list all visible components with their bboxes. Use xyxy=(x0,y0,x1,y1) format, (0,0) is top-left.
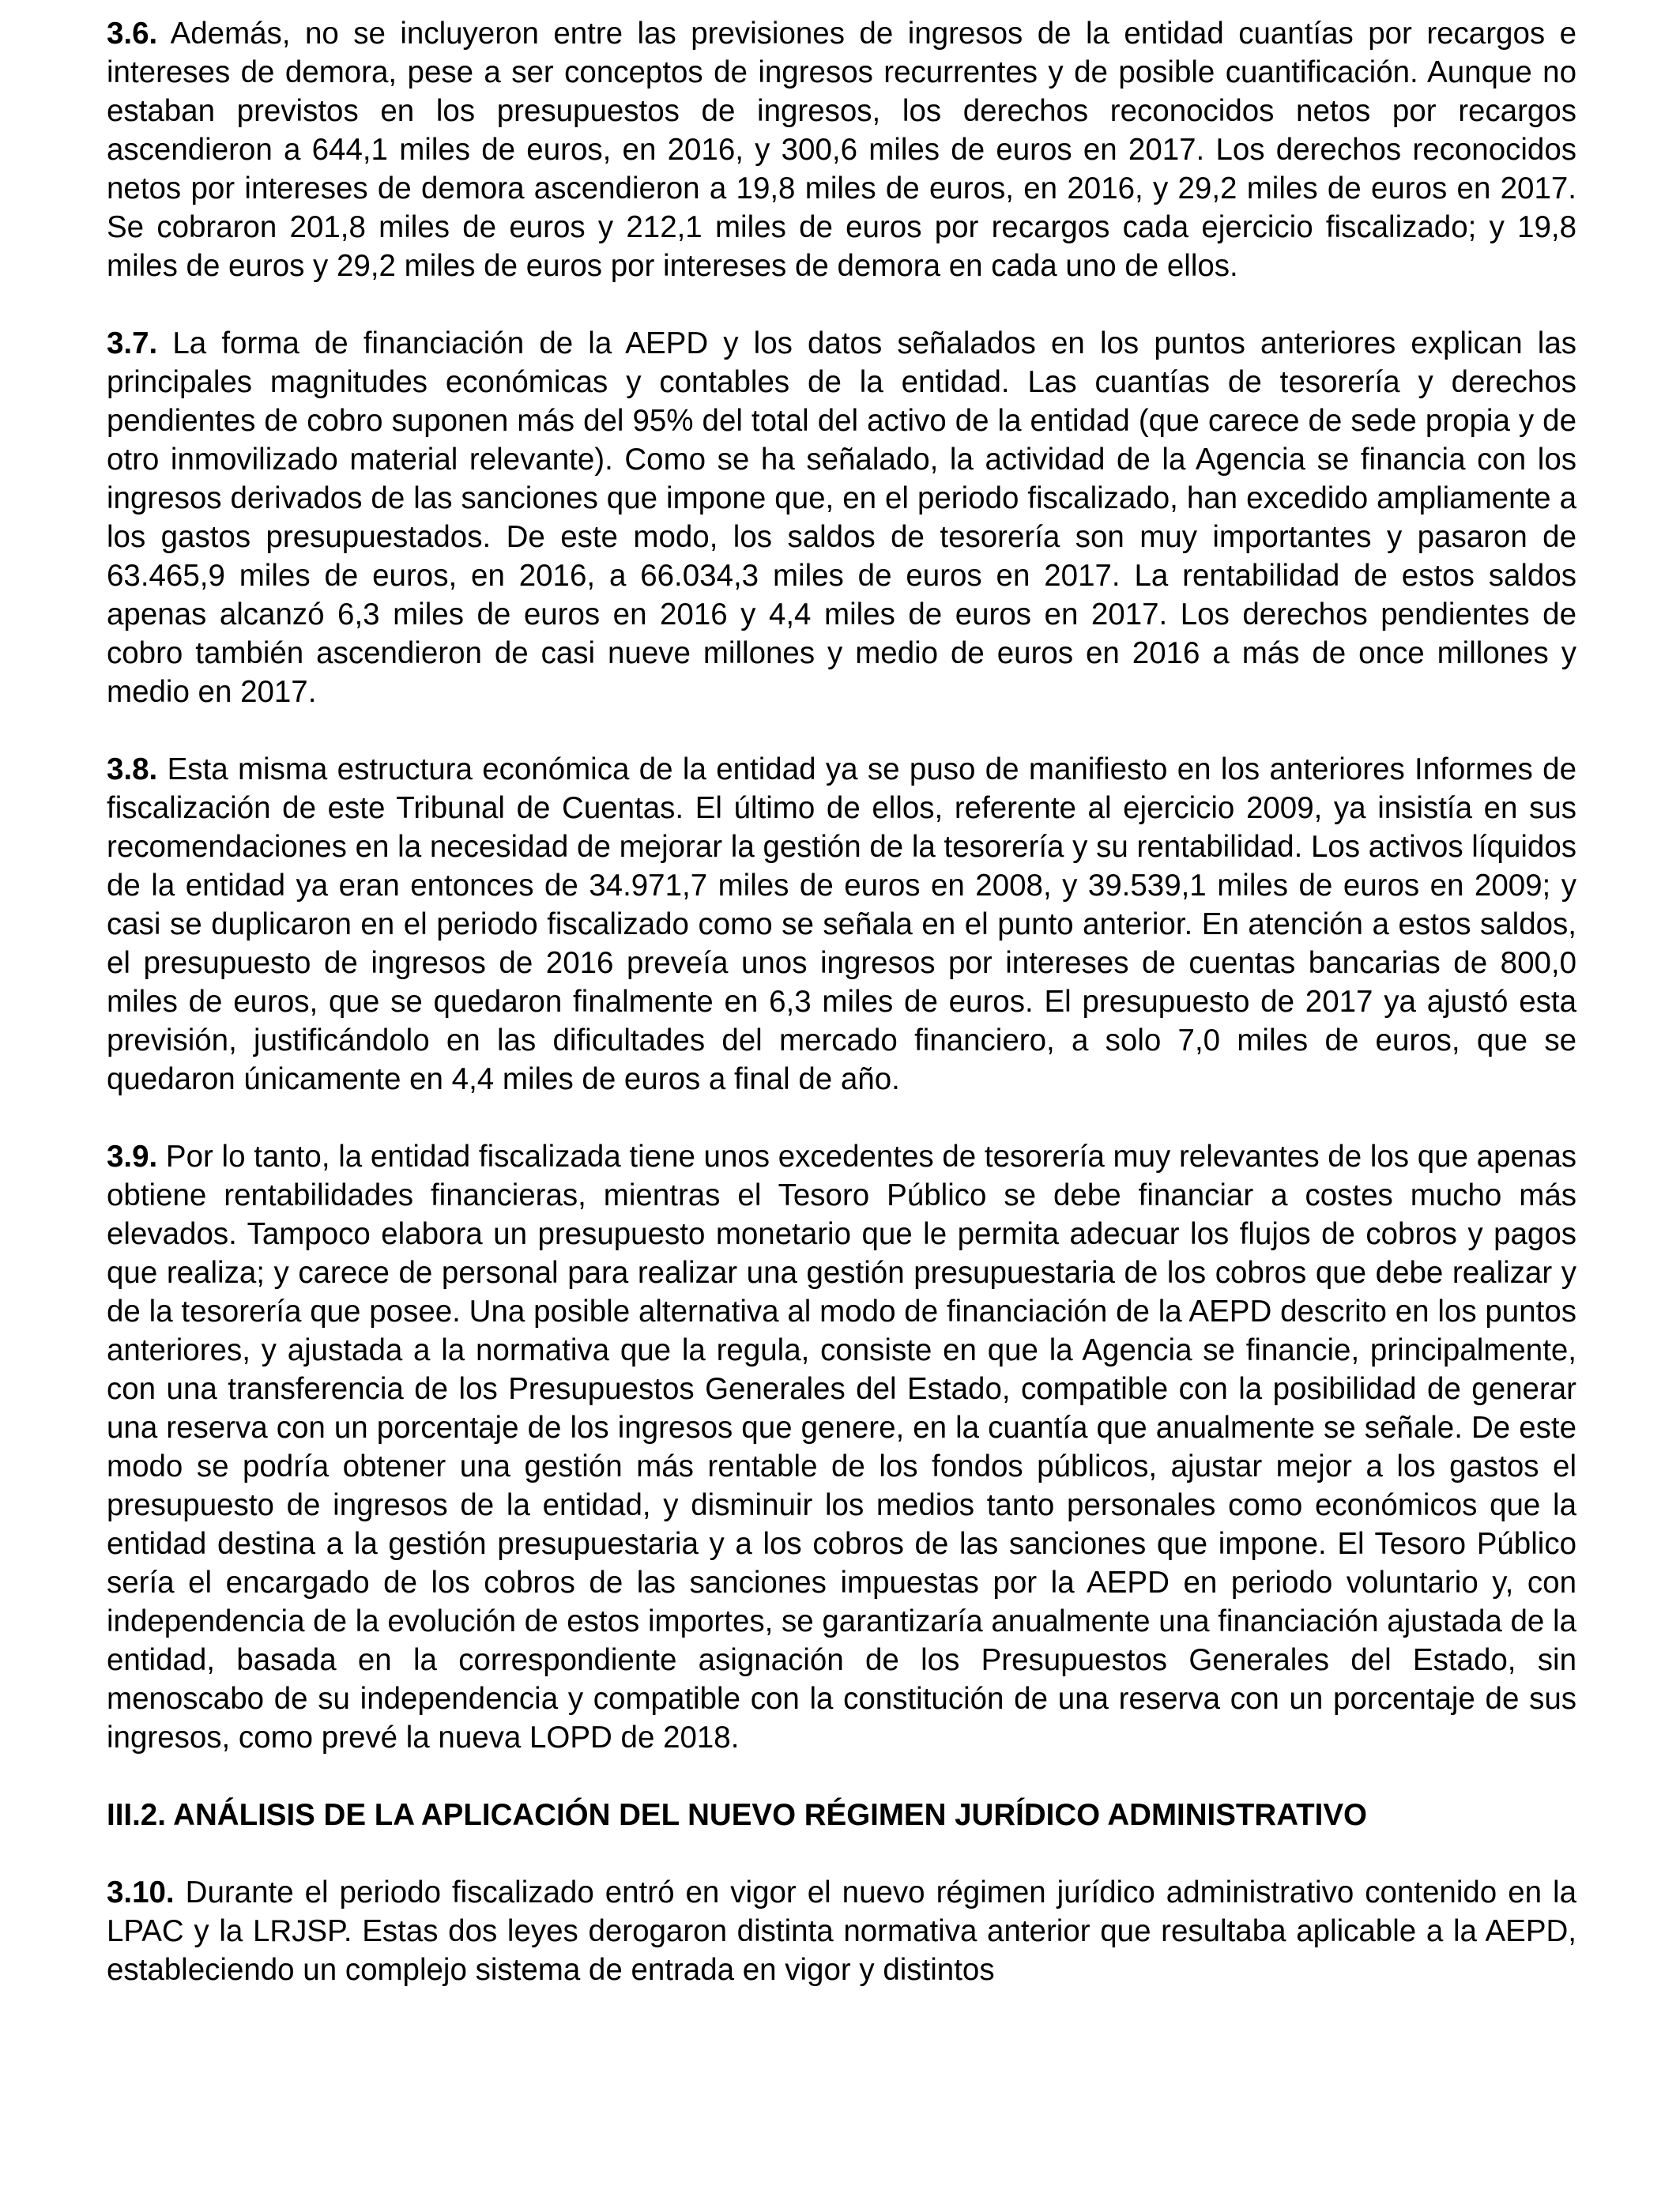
paragraph-3-6 xyxy=(107,14,1576,285)
paragraph-text: Durante el periodo fiscalizado entró en vigor el nuevo régimen jurídico administrativo contenido en la LPAC y la LRJSP. Estas dos leyes derogaron distinta normativa anterior que resultaba aplicable a la AEPD, estableciendo un complejo sistema de entrada en vigor y distintos xyxy=(107,1875,1576,1987)
paragraph-number: 3.9. xyxy=(107,1140,158,1174)
paragraph-number: 3.10. xyxy=(107,1875,175,1909)
paragraph-number: 3.7. xyxy=(107,326,158,360)
paragraph-number: 3.8. xyxy=(107,752,158,786)
document-page xyxy=(107,14,1576,2028)
section-heading: III.2. ANÁLISIS DE LA APLICACIÓN DEL NUEVO RÉGIMEN JURÍDICO ADMINISTRATIVO xyxy=(107,1798,1368,1832)
paragraph-3-9 xyxy=(107,1137,1576,1757)
paragraph-3-7 xyxy=(107,324,1576,711)
paragraph-3-10 xyxy=(107,1873,1576,1989)
paragraph-text: Además, no se incluyeron entre las previsiones de ingresos de la entidad cuantías por recargos e intereses de demora, pese a ser conceptos de ingresos recurrentes y de posible cuantificación. Aunque no estaban previstos en los presupuestos de ingresos, los derechos reconocidos netos por recargos ascendieron a 644,1 miles de euros, en 2016, y 300,6 miles de euros en 2017. Los derechos reconocidos netos por intereses de demora ascendieron a 19,8 miles de euros, en 2016, y 29,2 miles de euros en 2017. Se cobraron 201,8 miles de euros y 212,1 miles de euros por recargos cada ejercicio fiscalizado; y 19,8 miles de euros y 29,2 miles de euros por intereses de demora en cada uno de ellos. xyxy=(107,17,1576,283)
paragraph-3-8 xyxy=(107,750,1576,1099)
paragraph-text: Esta misma estructura económica de la entidad ya se puso de manifiesto en los anteriores Informes de fiscalización de este Tribunal de Cuentas. El último de ellos, referente al ejercicio 2009, ya insistía en sus recomendaciones en la necesidad de mejorar la gestión de la tesorería y su rentabilidad. Los activos líquidos de la entidad ya eran entonces de 34.971,7 miles de euros en 2008, y 39.539,1 miles de euros en 2009; y casi se duplicaron en el periodo fiscalizado como se señala en el punto anterior. En atención a estos saldos, el presupuesto de ingresos de 2016 preveía unos ingresos por intereses de cuentas bancarias de 800,0 miles de euros, que se quedaron finalmente en 6,3 miles de euros. El presupuesto de 2017 ya ajustó esta previsión, justificándolo en las dificultades del mercado financiero, a solo 7,0 miles de euros, que se quedaron únicamente en 4,4 miles de euros a final de año. xyxy=(107,752,1576,1096)
paragraph-text: La forma de financiación de la AEPD y los datos señalados en los puntos anteriores explican las principales magnitudes económicas y contables de la entidad. Las cuantías de tesorería y derechos pendientes de cobro suponen más del 95% del total del activo de la entidad (que carece de sede propia y de otro inmovilizado material relevante). Como se ha señalado, la actividad de la Agencia se financia con los ingresos derivados de las sanciones que impone que, en el periodo fiscalizado, han excedido ampliamente a los gastos presupuestados. De este modo, los saldos de tesorería son muy importantes y pasaron de 63.465,9 miles de euros, en 2016, a 66.034,3 miles de euros en 2017. La rentabilidad de estos saldos apenas alcanzó 6,3 miles de euros en 2016 y 4,4 miles de euros en 2017. Los derechos pendientes de cobro también ascendieron de casi nueve millones y medio de euros en 2016 a más de once millones y medio en 2017. xyxy=(107,326,1577,709)
paragraph-text: Por lo tanto, la entidad fiscalizada tiene unos excedentes de tesorería muy relevantes de los que apenas obtiene rentabilidades financieras, mientras el Tesoro Público se debe financiar a costes mucho más elevados. Tampoco elabora un presupuesto monetario que le permita adecuar los flujos de cobros y pagos que realiza; y carece de personal para realizar una gestión presupuestaria de los cobros que debe realizar y de la tesorería que posee. Una posible alternativa al modo de financiación de la AEPD descrito en los puntos anteriores, y ajustada a la normativa que la regula, consiste en que la Agencia se financie, principalmente, con una transferencia de los Presupuestos Generales del Estado, compatible con la posibilidad de generar una reserva con un porcentaje de los ingresos que genere, en la cuantía que anualmente se señale. De este modo se podría obtener una gestión más rentable de los fondos públicos, ajustar mejor a los gastos el presupuesto de ingresos de la entidad, y disminuir los medios tanto personales como económicos que la entidad destina a la gestión presupuestaria y a los cobros de las sanciones que impone. El Tesoro Público sería el encargado de los cobros de las sanciones impuestas por la AEPD en periodo voluntario y, con independencia de la evolución de estos importes, se garantizaría anualmente una financiación ajustada de la entidad, basada en la correspondiente asignación de los Presupuestos Generales del Estado, sin menoscabo de su independencia y compatible con la constitución de una reserva con un porcentaje de sus ingresos, como prevé la nueva LOPD de 2018. xyxy=(107,1140,1576,1755)
paragraph-number: 3.6. xyxy=(107,17,158,51)
